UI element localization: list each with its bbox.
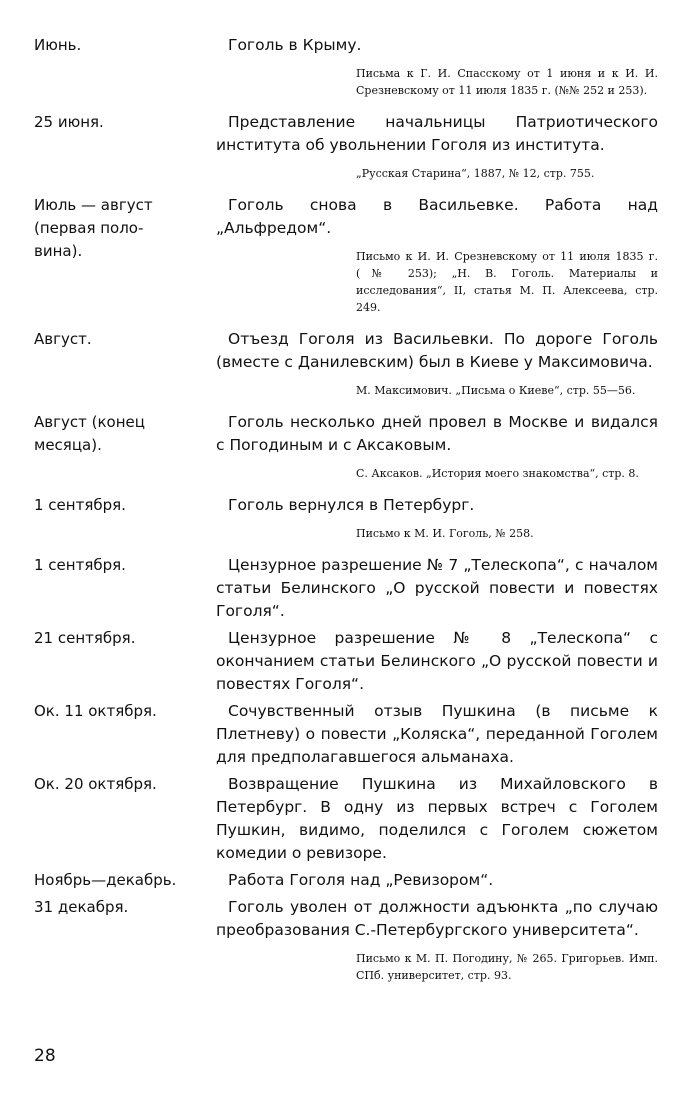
chronology-entry [34,34,658,99]
chronology-entry [34,111,658,182]
entry-body [216,896,658,984]
entry-date: 21 сентября. [34,629,136,647]
entry-source: С. Аксаков. „История моего знакомства“, стр. 8. [356,467,639,480]
entry-date: Август (конец месяца). [34,413,145,454]
chronology-entry [34,328,658,399]
entry-text: Представление начальницы Патриотического института об увольнении Гоголя из института. [216,113,658,154]
page-number: 28 [34,1046,56,1066]
entry-source: Письмо к М. П. Погодину, № 265. Григорьев. Имп. СПб. университет, стр. 93. [356,952,658,982]
entry-source: Письма к Г. И. Спасскому от 1 июня и к И. И. Срезневскому от 11 июля 1835 г. (№№ 252 и 253). [356,67,658,97]
entry-date: 1 сентября. [34,556,126,574]
chronology-entry [34,700,658,769]
entry-text: Возвращение Пушкина из Михайловского в Петербург. В одну из первых встреч с Гоголем Пушкин, видимо, поделился с Гоголем сюжетом комедии о ревизоре. [216,775,658,862]
entry-date: 31 декабря. [34,898,129,916]
entry-body [216,328,658,399]
chronology-page [34,34,658,996]
entry-body [216,554,658,623]
entry-date: Ок. 20 октября. [34,775,157,793]
chronology-entry [34,627,658,696]
entry-body [216,627,658,696]
entry-body [216,700,658,769]
chronology-entry [34,194,658,316]
entry-text: Сочувственный отзыв Пушкина (в письме к Плетневу) о повести „Коляска“, переданной Гоголем для предполагавшегося альманаха. [216,702,658,766]
chronology-entry [34,494,658,542]
chronology-entry [34,411,658,482]
chronology-entry [34,896,658,984]
entry-date: Июнь. [34,36,82,54]
chronology-entry [34,554,658,623]
entry-text: Гоголь снова в Васильевке. Работа над „Альфредом“. [216,196,658,237]
entry-text: Гоголь уволен от должности адъюнкта „по случаю преобразования С.-Петербургского университета“. [216,898,658,939]
entry-date: 1 сентября. [34,496,126,514]
entry-date: Ноябрь—декабрь. [34,871,177,889]
entry-body [216,773,658,865]
entry-date: 25 июня. [34,113,104,131]
entry-text: Гоголь вернулся в Петербург. [228,496,475,514]
entry-text: Гоголь в Крыму. [228,36,362,54]
chronology-entry [34,773,658,865]
entry-source: „Русская Старина“, 1887, № 12, стр. 755. [356,167,595,180]
entry-text: Цензурное разрешение № 7 „Телескопа“, с началом статьи Белинского „О русской повести и повестях Гоголя“. [216,556,658,620]
entry-source: М. Максимович. „Письма о Киеве“, стр. 55—56. [356,384,636,397]
entry-body [216,869,658,892]
entry-text: Отъезд Гоголя из Васильевки. По дороге Гоголь (вместе с Данилевским) был в Киеве у Максимовича. [216,330,658,371]
entry-source: Письмо к И. И. Срезневскому от 11 июля 1835 г. (№ 253); „Н. В. Гоголь. Материалы и исследования“, II, статья М. П. Алексеева, стр. 249. [356,250,658,314]
entry-body [216,494,658,542]
entry-body [216,34,658,99]
entry-text: Гоголь несколько дней провел в Москве и видался с Погодиным и с Аксаковым. [216,413,658,454]
chronology-entry [34,869,658,892]
entry-body [216,111,658,182]
entry-text: Цензурное разрешение № 8 „Телескопа“ с окончанием статьи Белинского „О русской повести и повестях Гоголя“. [216,629,658,693]
entry-body [216,411,658,482]
entry-date: Ок. 11 октября. [34,702,157,720]
entry-body [216,194,658,316]
entry-source: Письмо к М. И. Гоголь, № 258. [356,527,534,540]
entry-date: Август. [34,330,92,348]
entry-date: Июль — август (первая поло- вина). [34,196,153,260]
entry-text: Работа Гоголя над „Ревизором“. [228,871,494,889]
